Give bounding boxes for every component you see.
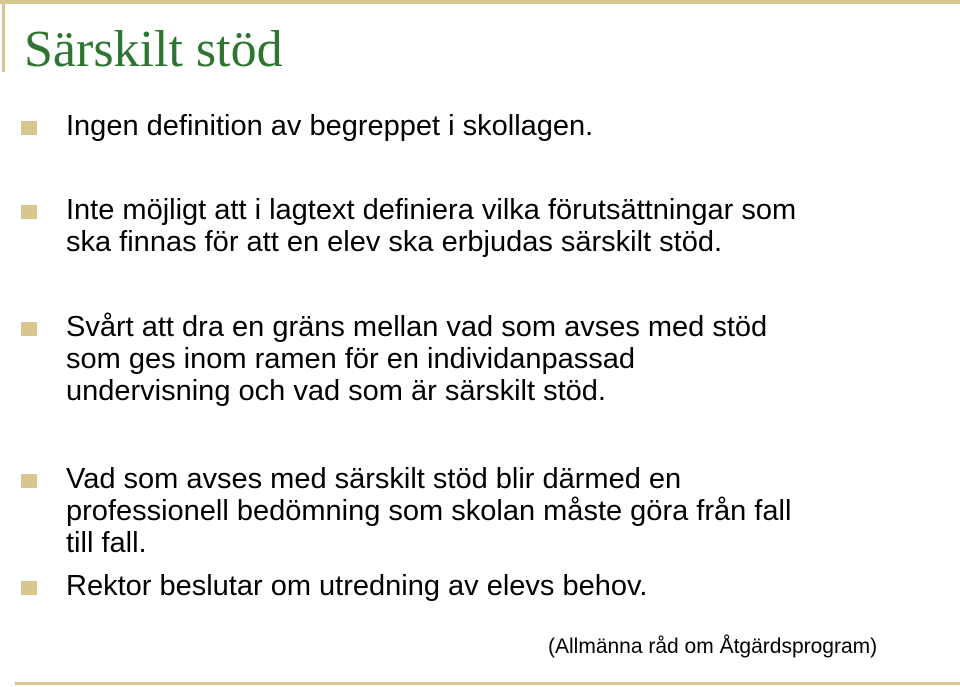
list-item-text: Ingen definition av begreppet i skollagen.	[66, 110, 594, 142]
square-bullet-icon	[21, 322, 37, 336]
list-item-text: Inte möjligt att i lagtext definiera vilka förutsättningar som ska finnas för att en elev ska erbjudas särskilt stöd.	[66, 194, 797, 258]
list-item-text: Rektor beslutar om utredning av elevs behov.	[66, 570, 648, 602]
bottom-border	[15, 682, 960, 685]
square-bullet-icon	[21, 581, 37, 595]
square-bullet-icon	[21, 205, 37, 219]
square-bullet-icon	[21, 474, 37, 488]
list-item-text: Svårt att dra en gräns mellan vad som avses med stöd som ges inom ramen för en individanpassad undervisning och vad som är särskilt stöd.	[66, 311, 768, 407]
square-bullet-icon	[21, 121, 37, 135]
slide-title: Särskilt stöd	[24, 21, 283, 78]
list-item-text: Vad som avses med särskilt stöd blir därmed en professionell bedömning som skolan måste göra från fall till fall.	[66, 463, 792, 559]
top-border	[0, 0, 960, 4]
source-citation: (Allmänna råd om Åtgärdsprogram)	[548, 635, 878, 658]
left-border	[2, 0, 5, 72]
